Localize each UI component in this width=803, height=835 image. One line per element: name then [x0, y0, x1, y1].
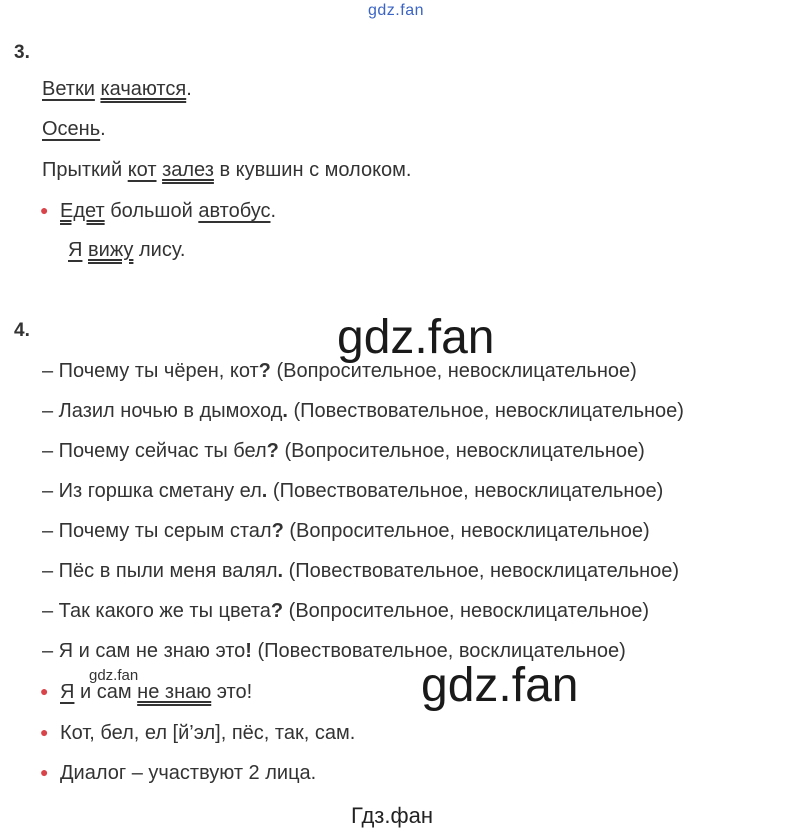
ex3-s4-mid: большой	[104, 200, 199, 222]
ex4-bullet-3	[40, 759, 316, 786]
footer-watermark: Гдз.фан	[351, 803, 433, 828]
exercise-3-number: 3.	[14, 42, 30, 63]
dialog-punctuation: .	[282, 400, 288, 422]
dialog-line	[42, 478, 663, 504]
dialog-note: (Повествовательное, восклицательное)	[251, 640, 626, 662]
bullet-icon: ●	[40, 202, 49, 218]
ex3-s3-post: в кувшин с молоком.	[213, 159, 412, 181]
dialog-text: – Так какого же ты цвета	[42, 600, 271, 622]
ex4-bullet-1	[40, 678, 252, 705]
ex4-b1-end: это!	[211, 681, 253, 703]
ex4-bullet-2	[40, 719, 355, 746]
ex3-s5-post: лису.	[133, 239, 186, 261]
ex4-b1-subject: Я	[60, 681, 75, 703]
period: .	[270, 200, 277, 222]
ex4-b1-predicate: не знаю	[137, 681, 212, 703]
dialog-note: (Вопросительное, невосклицательное)	[270, 360, 637, 382]
dialog-text: – Почему сейчас ты бел	[42, 440, 267, 462]
dialog-punctuation: ?	[266, 440, 279, 462]
ex3-s3-subject: кот	[127, 159, 157, 181]
period: .	[186, 78, 192, 100]
ex3-s3-predicate: залез	[162, 159, 214, 181]
dialog-line	[42, 398, 684, 424]
ex3-sentence-2	[42, 116, 106, 142]
dialog-text: – Пёс в пыли меня валял	[42, 560, 278, 582]
bullet-icon: ●	[40, 683, 49, 699]
ex3-sentence-1	[42, 76, 192, 102]
dialog-punctuation: !	[245, 640, 252, 662]
dialog-note: (Повествовательное, невосклицательное)	[283, 560, 680, 582]
dialog-note: (Вопросительное, невосклицательное)	[283, 520, 650, 542]
watermark-top: gdz.fan	[368, 2, 424, 19]
ex3-s5-subject: Я	[68, 239, 83, 261]
ex3-sentence-3	[42, 157, 411, 183]
dialog-line	[42, 558, 679, 584]
dialog-punctuation: .	[261, 480, 268, 502]
dialog-text: – Лазил ночью в дымоход	[42, 400, 283, 422]
ex4-b2-text: Кот, бел, ел [й’эл], пёс, так, сам.	[60, 722, 356, 744]
ex4-b3-text: Диалог – участвуют 2 лица.	[60, 762, 317, 784]
dialog-line	[42, 438, 645, 464]
ex4-b1-mid: и сам	[74, 681, 138, 703]
dialog-punctuation: .	[277, 560, 284, 582]
ex3-sentence-5	[68, 237, 185, 263]
dialog-note: (Повествовательное, невосклицательное)	[267, 480, 664, 502]
watermark-mid: gdz.fan	[337, 311, 495, 364]
watermark-small: gdz.fan	[89, 667, 139, 684]
dialog-text: – Почему ты серым стал	[42, 520, 272, 542]
ex3-s3-pre: Прыткий	[42, 159, 128, 181]
bullet-icon: ●	[40, 724, 49, 740]
dialog-note: (Вопросительное, невосклицательное)	[278, 440, 645, 462]
bullet-icon: ●	[40, 764, 49, 780]
dialog-line	[42, 518, 650, 544]
ex3-s5-predicate: вижу	[88, 239, 134, 261]
dialog-note: (Вопросительное, невосклицательное)	[283, 600, 650, 622]
dialog-text: – Из горшка сметану ел	[42, 480, 262, 502]
dialog-line	[42, 358, 637, 384]
ex3-s2-subject: Осень	[42, 118, 101, 140]
ex3-s1-predicate: качаются	[100, 78, 187, 100]
watermark-lower: gdz.fan	[421, 659, 579, 712]
ex3-s1-subject: Ветки	[42, 78, 95, 100]
ex3-s4-predicate: Едет	[60, 200, 105, 222]
ex3-s4-subject: автобус	[198, 200, 271, 222]
dialog-punctuation: ?	[258, 360, 271, 382]
period: .	[100, 118, 106, 140]
dialog-punctuation: ?	[270, 600, 284, 622]
dialog-punctuation: ?	[271, 520, 284, 542]
dialog-note: (Повествовательное, невосклицательное)	[287, 400, 684, 422]
dialog-line	[42, 598, 649, 624]
exercise-4-number: 4.	[14, 320, 30, 341]
ex3-sentence-4	[40, 197, 276, 224]
dialog-text: – Почему ты чёрен, кот	[42, 360, 259, 382]
dialog-text: – Я и сам не знаю это	[42, 640, 246, 662]
